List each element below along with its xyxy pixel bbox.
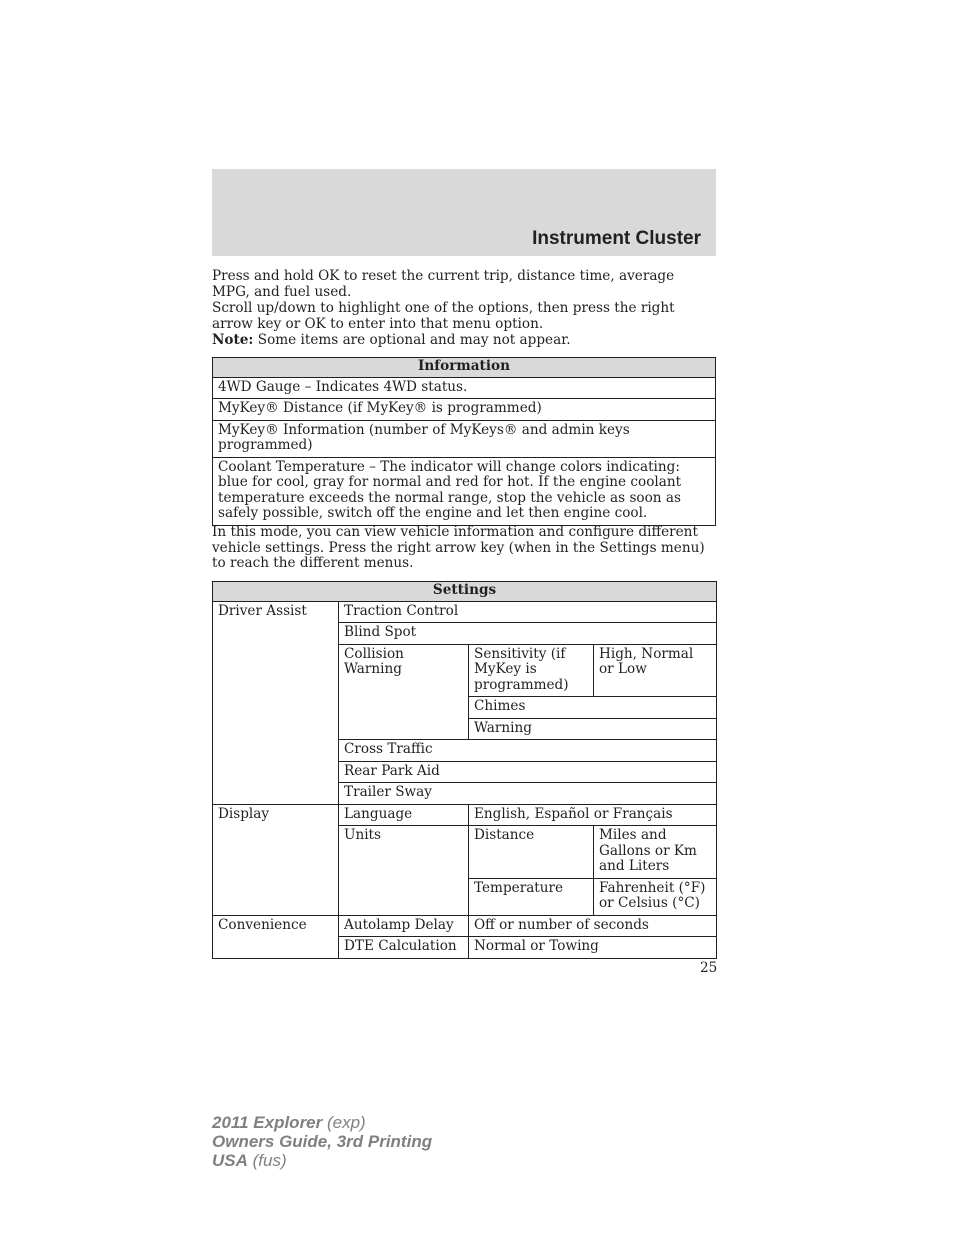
setting-autolamp-delay: Autolamp Delay: [339, 915, 469, 937]
footer-model-code: (exp): [322, 1113, 366, 1132]
setting-blind-spot: Blind Spot: [339, 623, 717, 645]
setting-collision-warning: Collision Warning: [339, 644, 469, 740]
information-row: Coolant Temperature – The indicator will change colors indicating: blue for cool, gray for normal and red for hot. If the engine coolant temperature exceeds the normal range, stop the vehicle as soon as safely possible, switch off the engine and let then engine cool.: [213, 457, 716, 525]
category-display: Display: [213, 804, 339, 915]
information-table: [212, 357, 716, 526]
value-autolamp-delay: Off or number of seconds: [469, 915, 717, 937]
settings-table: [212, 581, 717, 959]
footer-line-model: [212, 1113, 432, 1132]
setting-traction-control: Traction Control: [339, 601, 717, 623]
footer-market-code: (fus): [247, 1151, 287, 1170]
note-text: Some items are optional and may not appear.: [253, 332, 571, 348]
setting-dte-calculation: DTE Calculation: [339, 937, 469, 959]
intro-paragraph-reset: Press and hold OK to reset the current trip, distance time, average MPG, and fuel used.: [212, 268, 675, 300]
value-language: English, Español or Français: [469, 804, 717, 826]
intro-note: [212, 333, 716, 349]
value-temperature: Fahrenheit (°F) or Celsius (°C): [594, 878, 717, 915]
category-driver-assist: Driver Assist: [213, 601, 339, 804]
option-distance: Distance: [469, 826, 594, 879]
category-convenience: Convenience: [213, 915, 339, 958]
footer-guide: Owners Guide, 3rd Printing: [212, 1132, 433, 1151]
settings-intro-text: [212, 525, 716, 573]
information-row: 4WD Gauge – Indicates 4WD status.: [213, 377, 716, 399]
setting-cross-traffic: Cross Traffic: [339, 740, 717, 762]
setting-rear-park-aid: Rear Park Aid: [339, 761, 717, 783]
value-distance: Miles and Gallons or Km and Liters: [594, 826, 717, 879]
option-chimes: Chimes: [469, 697, 717, 719]
option-sensitivity: Sensitivity (if MyKey is programmed): [469, 644, 594, 697]
section-header-band: [212, 169, 716, 256]
footer-line-market: [212, 1151, 432, 1170]
intro-text: [212, 269, 716, 350]
setting-trailer-sway: Trailer Sway: [339, 783, 717, 805]
option-warning: Warning: [469, 718, 717, 740]
value-dte-calculation: Normal or Towing: [469, 937, 717, 959]
section-title: Instrument Cluster: [532, 228, 701, 249]
option-temperature: Temperature: [469, 878, 594, 915]
information-row: MyKey® Distance (if MyKey® is programmed): [213, 399, 716, 421]
information-row: MyKey® Information (number of MyKeys® and admin keys programmed): [213, 420, 716, 457]
footer-line-guide: [212, 1132, 432, 1151]
information-table-heading: Information: [213, 358, 716, 378]
note-label: Note:: [212, 332, 254, 348]
value-sensitivity: High, Normal or Low: [594, 644, 717, 697]
intro-paragraph-scroll: Scroll up/down to highlight one of the options, then press the right arrow key or OK to enter into that menu option.: [212, 300, 675, 332]
page-number: 25: [700, 960, 718, 976]
setting-language: Language: [339, 804, 469, 826]
settings-table-heading: Settings: [213, 582, 717, 602]
footer-market: USA: [212, 1151, 248, 1170]
settings-intro-paragraph: In this mode, you can view vehicle information and configure different vehicle settings. Press the right arrow key (when in the Settings menu) to reach the different menus.: [212, 524, 705, 571]
setting-units: Units: [339, 826, 469, 916]
footer-model: 2011 Explorer: [212, 1113, 323, 1132]
document-footer: [212, 1113, 432, 1170]
